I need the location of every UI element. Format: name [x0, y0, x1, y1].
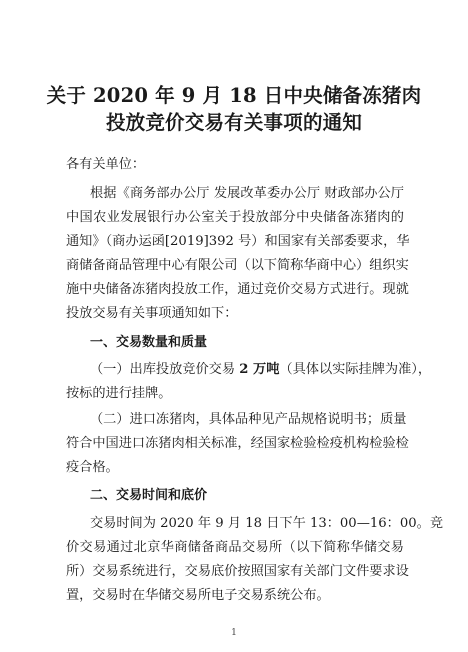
page-number: 1: [231, 628, 237, 638]
section-2-line: 所）交易系统进行，交易底价按照国家有关部门文件要求设: [66, 564, 409, 579]
section-2-line: 交易时间为 2020 年 9 月 18 日下午 13：00—16：00。竞: [90, 516, 444, 531]
intro-line: 商储备商品管理中心有限公司（以下简称华商中心）组织实: [66, 258, 409, 273]
section-2-line: 置，交易时在华储交易所电子交易系统公布。: [66, 588, 330, 603]
section-1-paragraph-1-line: 按标的进行挂牌。: [66, 386, 172, 401]
section-1-paragraph-2-line: （二）进口冻猪肉，具体品种见产品规格说明书；质量: [90, 412, 407, 427]
section-1-heading: 一、交易数量和质量: [90, 335, 208, 350]
intro-line: 施中央储备冻猪肉投放工作，通过竞价交易方式进行。现就: [66, 282, 409, 297]
document-title-line-2: 投放竞价交易有关事项的通知: [105, 111, 363, 134]
intro-line: 中国农业发展银行办公室关于投放部分中央储备冻猪肉的: [66, 210, 404, 225]
document-title-line-1: 关于 2020 年 9 月 18 日中央储备冻猪肉: [46, 84, 422, 107]
intro-line: 通知》（商办运函[2019]392 号）和国家有关部委要求，华: [66, 234, 410, 249]
addressee: 各有关单位：: [66, 157, 146, 172]
section-1-paragraph-2-line: 符合中国进口冻猪肉相关标准，经国家检验检疫机构检验检: [66, 436, 409, 451]
section-2-line: 价交易通过北京华商储备商品交易所（以下简称华储交易: [66, 540, 404, 555]
section-2-heading: 二、交易时间和底价: [90, 488, 208, 503]
section-1-paragraph-2-line: 疫合格。: [66, 460, 119, 475]
s1p1-quantity: 2 万吨: [239, 362, 280, 377]
s1p1-text-after: （具体以实际挂牌为准），: [279, 362, 432, 377]
s1p1-text-before: （一）出库投放竞价交易: [90, 362, 240, 377]
section-1-paragraph-1-line: [90, 358, 432, 377]
intro-line: 根据《商务部办公厅 发展改革委办公厅 财政部办公厅: [90, 186, 404, 201]
intro-line: 投放交易有关事项通知如下：: [66, 306, 238, 321]
